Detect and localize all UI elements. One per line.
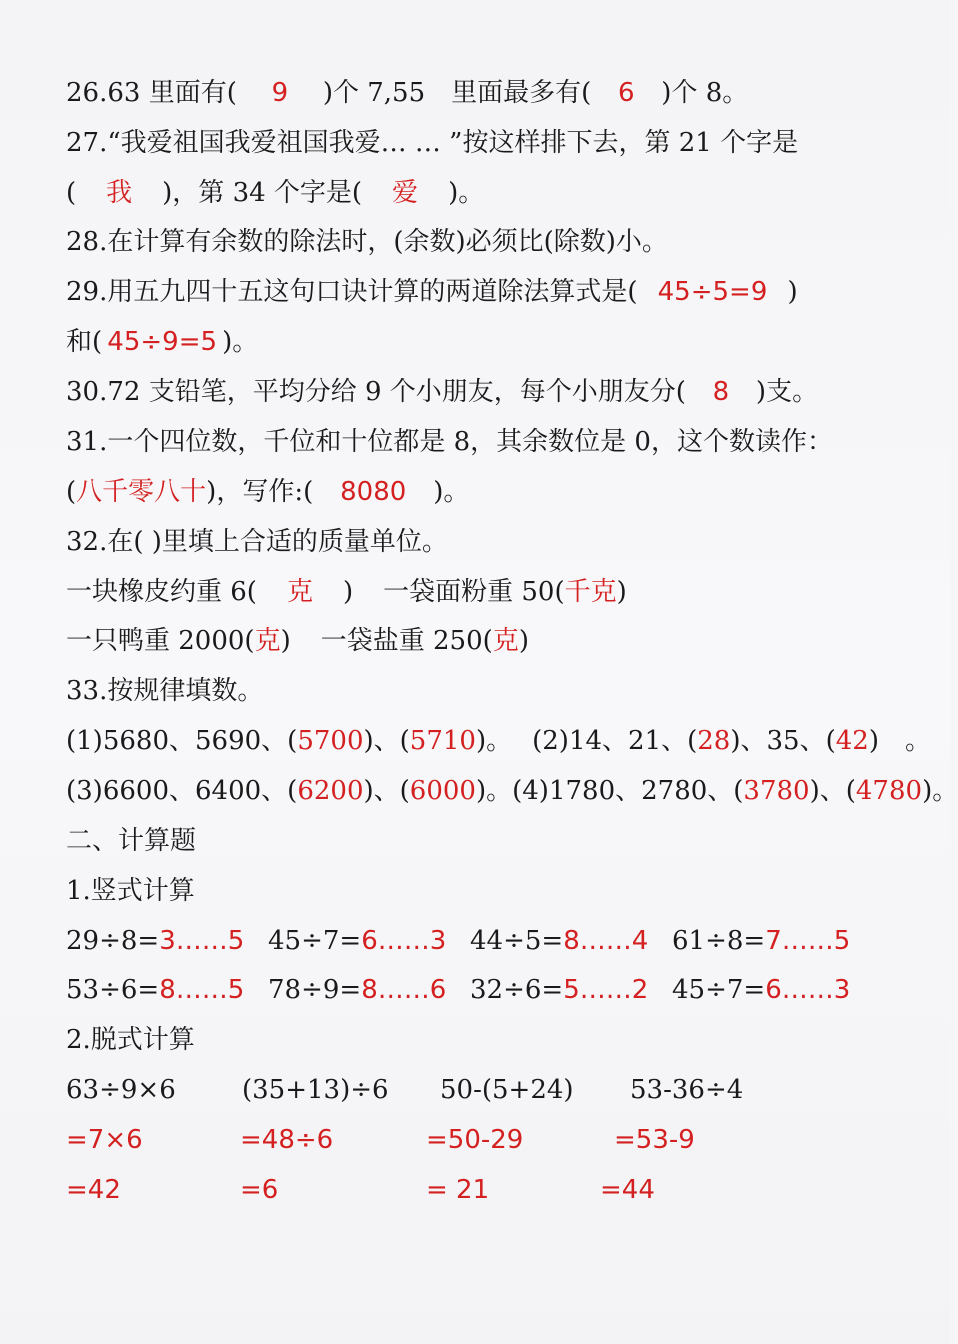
q27-l2-mid: )，第 34 个字是( xyxy=(162,178,363,208)
q33-p3-mid: )、( xyxy=(363,776,410,806)
q27-l2-suffix: )。 xyxy=(448,178,485,208)
q33-p4-mid: )、( xyxy=(809,776,856,806)
stepwise-expr: 50-(5+24) xyxy=(440,1075,574,1105)
vertical-answer: 6……3 xyxy=(765,975,851,1005)
q33-title: 33.按规律填数。 xyxy=(66,676,264,706)
q33-p1-answer-1: 5700 xyxy=(297,726,364,756)
q33-p2-answer-1: 28 xyxy=(697,726,731,756)
q33-p1-answer-2: 5710 xyxy=(409,726,476,756)
vertical-answer: 8……6 xyxy=(361,975,447,1005)
question-29-line-2 xyxy=(66,322,258,362)
q33-p3-prefix: (3)6600、6400、( xyxy=(66,776,298,806)
vertical-answer: 6……3 xyxy=(361,926,447,956)
q30-suffix: )支。 xyxy=(755,377,819,407)
question-27-line-2 xyxy=(66,173,484,213)
q27-line-1: 27.“我爱祖国我爱祖国我爱… … ”按这样排下去，第 21 个字是 xyxy=(66,128,799,158)
q33-p4-answer-2: 4780 xyxy=(855,776,923,806)
question-29-line-1 xyxy=(66,272,798,312)
q26-mid: )个 7,55 里面最多有( xyxy=(322,78,592,108)
question-30 xyxy=(66,372,818,412)
vertical-expr: 61÷8= xyxy=(672,926,766,956)
q32-r1-b-answer: 千克 xyxy=(564,577,617,607)
vertical-expr: 29÷8= xyxy=(66,926,160,956)
question-26 xyxy=(66,73,748,113)
q31-l2-suffix: )。 xyxy=(433,477,470,507)
stepwise-step-2: =42 xyxy=(66,1175,121,1205)
stepwise-calc-heading xyxy=(66,1020,195,1060)
question-32-row-2 xyxy=(66,621,529,661)
q30-prefix: 30.72 支铅笔，平均分给 9 个小朋友，每个小朋友分( xyxy=(66,377,686,407)
q32-title: 32.在( )里填上合适的质量单位。 xyxy=(66,527,448,557)
question-33-row-2 xyxy=(66,771,958,811)
q27-l2-prefix: ( xyxy=(66,178,77,208)
q26-suffix: )个 8。 xyxy=(661,78,749,108)
q33-p1-mid: )、( xyxy=(363,726,410,756)
q33-p2-answer-2: 42 xyxy=(835,726,869,756)
vertical-item xyxy=(470,921,648,961)
q32-r1-b-prefix: 一袋面粉重 50( xyxy=(383,577,565,607)
section-2-title: 二、计算题 xyxy=(66,826,197,856)
question-28 xyxy=(66,222,668,262)
stepwise-expr: (35+13)÷6 xyxy=(242,1075,389,1105)
q32-r2-b-suffix: ) xyxy=(518,626,529,656)
vertical-answer: 8……4 xyxy=(563,926,649,956)
q27-answer-2: 爱 xyxy=(392,178,419,208)
question-31-line-2 xyxy=(66,472,469,512)
q32-r2-b-prefix: 一袋盐重 250( xyxy=(320,626,493,656)
q29-answer-2: 45÷9=5 xyxy=(107,327,218,357)
vertical-item xyxy=(268,970,446,1010)
q32-r2-a-prefix: 一只鸭重 2000( xyxy=(66,626,255,656)
q29-answer-1: 45÷5=9 xyxy=(657,277,768,307)
q32-r2-a-suffix: ) xyxy=(280,626,291,656)
q32-r1-a-prefix: 一块橡皮约重 6( xyxy=(66,577,257,607)
q31-l2-prefix: ( xyxy=(66,477,77,507)
vertical-expr: 45÷7= xyxy=(268,926,362,956)
vertical-calc-title: 1.竖式计算 xyxy=(66,876,195,906)
vertical-expr: 53÷6= xyxy=(66,975,160,1005)
vertical-item xyxy=(66,970,244,1010)
vertical-answer: 7……5 xyxy=(765,926,851,956)
stepwise-expr: 63÷9×6 xyxy=(66,1075,176,1105)
q26-answer-2: 6 xyxy=(618,78,635,108)
q29-prefix: 29.用五九四十五这句口诀计算的两道除法算式是( xyxy=(66,277,638,307)
q33-p2-prefix: (2)14、21、( xyxy=(532,726,698,756)
q32-r1-b-suffix: ) xyxy=(616,577,627,607)
vertical-item xyxy=(672,921,850,961)
stepwise-calc-title: 2.脱式计算 xyxy=(66,1025,195,1055)
question-33-title xyxy=(66,671,263,711)
q33-p2-mid: )、35、( xyxy=(730,726,836,756)
q26-answer-1: 9 xyxy=(271,78,289,108)
q30-answer: 8 xyxy=(712,377,730,407)
question-32-row-1 xyxy=(66,572,627,612)
question-32-title xyxy=(66,522,448,562)
vertical-calc-heading xyxy=(66,871,195,911)
q28-text: 28.在计算有余数的除法时，(余数)必须比(除数)小。 xyxy=(66,227,668,257)
q31-l2-mid: )，写作:( xyxy=(206,477,314,507)
q32-r1-a-suffix: ) xyxy=(342,577,354,607)
stepwise-step-1: =53-9 xyxy=(614,1125,695,1155)
vertical-expr: 44÷5= xyxy=(470,926,564,956)
q32-r2-b-answer: 克 xyxy=(492,626,519,656)
q33-p4-prefix: (4)1780、2780、( xyxy=(512,776,744,806)
q29-l2-prefix: 和( xyxy=(66,327,103,357)
stepwise-step-1: =48÷6 xyxy=(240,1125,334,1155)
q33-p4-answer-1: 3780 xyxy=(743,776,810,806)
vertical-answer: 8……5 xyxy=(159,975,245,1005)
stepwise-step-1: =7×6 xyxy=(66,1125,143,1155)
vertical-expr: 45÷7= xyxy=(672,975,766,1005)
stepwise-step-2: =44 xyxy=(600,1175,655,1205)
section-2-heading xyxy=(66,821,196,861)
q31-answer-1: 八千零八十 xyxy=(76,477,207,507)
q33-p1-prefix: (1)5680、5690、( xyxy=(66,726,298,756)
vertical-answer: 3……5 xyxy=(159,926,245,956)
vertical-item xyxy=(268,921,446,961)
q32-r1-a-answer: 克 xyxy=(286,577,313,607)
vertical-item xyxy=(672,970,850,1010)
q31-answer-2: 8080 xyxy=(340,477,407,507)
vertical-expr: 78÷9= xyxy=(268,975,362,1005)
stepwise-step-2: = 21 xyxy=(426,1175,490,1205)
q26-prefix: 26.63 里面有( xyxy=(66,78,237,108)
q33-p3-answer-2: 6000 xyxy=(409,776,476,806)
stepwise-step-1: =50-29 xyxy=(426,1125,524,1155)
vertical-expr: 32÷6= xyxy=(470,975,564,1005)
q31-line-1: 31.一个四位数，千位和十位都是 8，其余数位是 0，这个数读作： xyxy=(66,427,833,457)
q33-p3-answer-1: 6200 xyxy=(297,776,364,806)
question-33-row-1 xyxy=(66,721,931,761)
q33-p3-suffix: )。 xyxy=(475,776,513,806)
q27-answer-1: 我 xyxy=(106,178,133,208)
vertical-answer: 5……2 xyxy=(563,975,649,1005)
q32-r2-a-answer: 克 xyxy=(254,626,281,656)
question-27-line-1 xyxy=(66,123,798,163)
stepwise-expr: 53-36÷4 xyxy=(630,1075,744,1105)
vertical-item xyxy=(470,970,648,1010)
q33-p1-suffix: )。 xyxy=(475,726,513,756)
stepwise-step-2: =6 xyxy=(240,1175,279,1205)
q33-p2-suffix: ) 。 xyxy=(868,726,931,756)
q33-p4-suffix: )。 xyxy=(922,776,958,806)
q29-suffix-1: ) xyxy=(787,277,798,307)
vertical-item xyxy=(66,921,244,961)
question-31-line-1 xyxy=(66,422,833,462)
q29-l2-suffix: )。 xyxy=(222,327,259,357)
